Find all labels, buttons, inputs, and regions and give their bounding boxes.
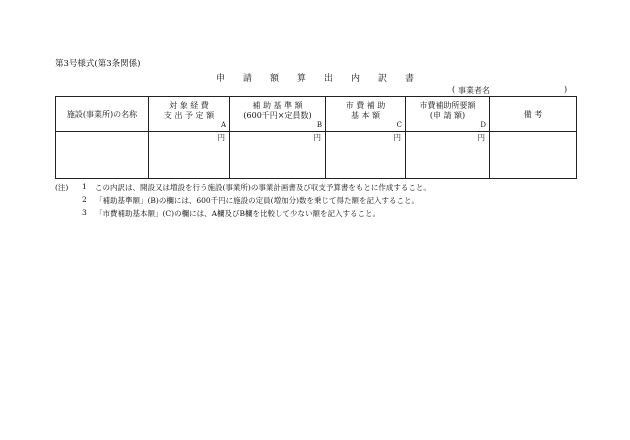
header-letter: D bbox=[480, 121, 486, 129]
header-label: 補 助 基 準 額 bbox=[252, 101, 303, 110]
title-char: 内 bbox=[351, 74, 361, 84]
title-char: 訳 bbox=[378, 74, 388, 84]
table-row bbox=[56, 132, 577, 179]
header-label: 対 象 経 費 bbox=[169, 101, 209, 110]
header-facility-name bbox=[56, 97, 149, 132]
unit-yen: 円 bbox=[217, 133, 225, 142]
note-text: 「市費補助基本額」(C)の欄には、A欄及びB欄を比較して少ない額を記入すること。 bbox=[95, 209, 381, 218]
header-letter: A bbox=[220, 121, 226, 129]
applicant-label: 事業者名 bbox=[458, 86, 490, 95]
header-target-expense bbox=[149, 97, 230, 132]
header-base-amount bbox=[326, 97, 406, 132]
note-text: 「補助基準額」(B)の欄には、600千円に施設の定員(増加分)数を乗じて得た額を記入すること。 bbox=[95, 196, 420, 205]
title-char: 請 bbox=[242, 74, 252, 84]
header-label: 施設(事業所)の名称 bbox=[66, 109, 138, 119]
notes-prefix: (注) bbox=[55, 183, 69, 192]
header-sublabel: (申 請 額) bbox=[429, 111, 466, 120]
header-letter: B bbox=[316, 121, 322, 129]
cell-base-amount[interactable] bbox=[326, 132, 406, 179]
table-header-row bbox=[56, 97, 577, 132]
cell-standard-amount[interactable] bbox=[230, 132, 326, 179]
title-char: 書 bbox=[405, 74, 415, 84]
header-standard-amount bbox=[230, 97, 326, 132]
calculation-table bbox=[55, 96, 577, 179]
unit-yen: 円 bbox=[393, 133, 401, 142]
title-char: 申 bbox=[215, 74, 225, 84]
title-char: 算 bbox=[296, 74, 306, 84]
document-title bbox=[0, 71, 630, 84]
header-sublabel: (600千円×定員数) bbox=[243, 111, 312, 120]
cell-facility-name[interactable] bbox=[56, 132, 149, 179]
cell-remarks[interactable] bbox=[490, 132, 577, 179]
header-label: 備 考 bbox=[523, 109, 543, 119]
applicant-open-paren: ( bbox=[452, 85, 456, 94]
header-sublabel: 基 本 額 bbox=[350, 111, 381, 120]
title-char: 額 bbox=[269, 74, 279, 84]
unit-yen: 円 bbox=[477, 133, 485, 142]
header-label: 市費補助所要額 bbox=[419, 101, 476, 110]
header-sublabel: 支 出 予 定 額 bbox=[163, 111, 215, 120]
unit-yen: 円 bbox=[313, 133, 321, 142]
applicant-close-paren: ) bbox=[564, 85, 568, 94]
header-label: 市 費 補 助 bbox=[345, 101, 386, 110]
cell-requested-amount[interactable] bbox=[406, 132, 490, 179]
note-number: 2 bbox=[82, 195, 87, 204]
header-remarks bbox=[490, 97, 577, 132]
note-number: 1 bbox=[82, 182, 87, 191]
title-char: 出 bbox=[324, 74, 334, 84]
header-letter: C bbox=[396, 121, 402, 129]
note-text: この内訳は、開設又は増設を行う施設(事業所)の事業計画書及び収支予算書をもとに作成すること。 bbox=[95, 183, 431, 192]
form-number: 第3号様式(第3条関係) bbox=[55, 59, 141, 69]
cell-target-expense[interactable] bbox=[149, 132, 230, 179]
header-requested-amount bbox=[406, 97, 490, 132]
note-number: 3 bbox=[82, 208, 87, 217]
